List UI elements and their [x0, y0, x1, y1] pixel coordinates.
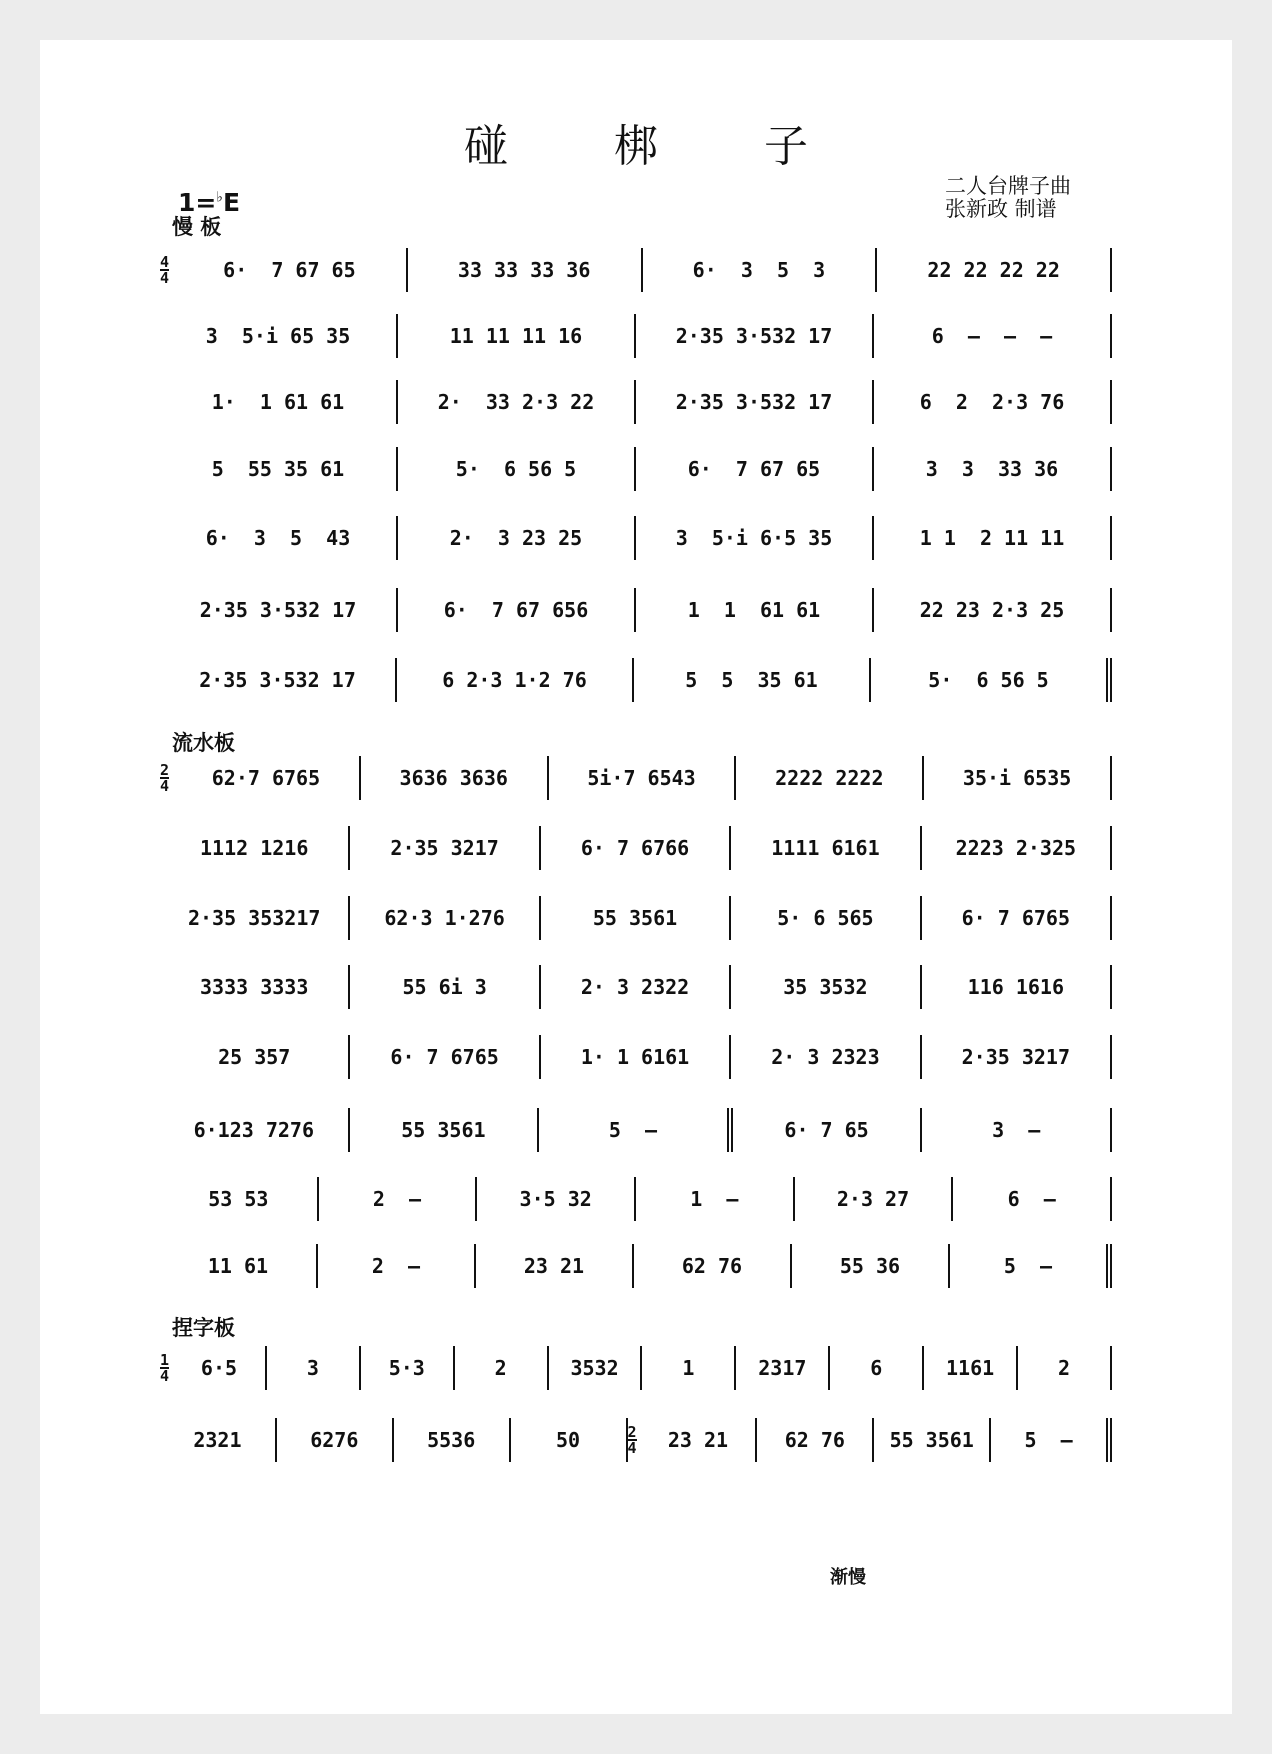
measure: 2· 33 2·3 22 — [398, 380, 636, 424]
measure: 23 21 — [641, 1418, 758, 1462]
measure: 6· 7 6765 — [922, 896, 1112, 940]
measure: 35·i 6535 — [924, 756, 1112, 800]
measure: 62·7 6765 — [173, 756, 361, 800]
measure: 35 3532 — [731, 965, 921, 1009]
measure: 6 — [830, 1346, 924, 1390]
tempo-mark: 渐慢 — [830, 1567, 866, 1588]
measure: 25 357 — [160, 1035, 350, 1079]
measure: 6·5 — [173, 1346, 267, 1390]
measure: 22 22 22 22 — [877, 248, 1112, 292]
measure: 11 61 — [160, 1244, 318, 1288]
score-row — [160, 1108, 1112, 1152]
measure: 1112 1216 — [160, 826, 350, 870]
measure: 2· 3 23 25 — [398, 516, 636, 560]
measure: 2·35 3·532 17 — [636, 314, 874, 358]
measure: 116 1616 — [922, 965, 1112, 1009]
measure: 6· 3 5 43 — [160, 516, 398, 560]
section-label-1: 慢 板 — [172, 215, 222, 239]
measure: 5·3 — [361, 1346, 455, 1390]
measure: 55 3561 — [874, 1418, 991, 1462]
measure: 33 33 33 36 — [408, 248, 643, 292]
measure: 1· 1 61 61 — [160, 380, 398, 424]
measure: 5· 6 56 5 — [871, 658, 1112, 702]
measure: 2 – — [319, 1177, 478, 1221]
measure: 55 36 — [792, 1244, 950, 1288]
score-row — [160, 1177, 1112, 1221]
measure: 6· 7 67 656 — [398, 588, 636, 632]
score-row — [160, 756, 1112, 800]
time-signature: 1 4 — [160, 1351, 170, 1385]
measure: 62 76 — [757, 1418, 874, 1462]
score-row — [160, 1244, 1112, 1288]
measure: 2·35 3217 — [350, 826, 540, 870]
measure: 22 23 2·3 25 — [874, 588, 1112, 632]
measure: 1 – — [636, 1177, 795, 1221]
credit-arranger: 张新政 制谱 — [945, 197, 1057, 221]
measure: 2·35 3·532 17 — [160, 588, 398, 632]
score-row — [160, 1418, 1112, 1462]
measure: 6· 7 67 65 — [173, 248, 408, 292]
measure: 3 5·i 6·5 35 — [636, 516, 874, 560]
measure: 5· 6 56 5 — [398, 447, 636, 491]
measure: 1 — [642, 1346, 736, 1390]
measure: 6· 7 6766 — [541, 826, 731, 870]
score-row — [160, 314, 1112, 358]
measure: 3 3 33 36 — [874, 447, 1112, 491]
measure: 2· 3 2323 — [731, 1035, 921, 1079]
measure: 1· 1 6161 — [541, 1035, 731, 1079]
time-signature: 2 4 — [627, 1423, 637, 1457]
measure: 50 — [511, 1418, 628, 1462]
score-row — [160, 1346, 1112, 1390]
measure: 11 11 11 16 — [398, 314, 636, 358]
measure: 6 2 2·3 76 — [874, 380, 1112, 424]
measure: 2222 2222 — [736, 756, 924, 800]
measure: 6· 7 65 — [733, 1108, 923, 1152]
measure: 55 6i 3 — [350, 965, 540, 1009]
measure: 6276 — [277, 1418, 394, 1462]
measure: 62 76 — [634, 1244, 792, 1288]
measure: 3 5·i 65 35 — [160, 314, 398, 358]
measure: 2·35 3·532 17 — [160, 658, 397, 702]
score-row — [160, 248, 1112, 292]
measure: 55 3561 — [350, 1108, 540, 1152]
measure: 23 21 — [476, 1244, 634, 1288]
measure: 6 – – – — [874, 314, 1112, 358]
credit-source: 二人台牌子曲 — [945, 174, 1071, 198]
score-row — [160, 516, 1112, 560]
score-row — [160, 896, 1112, 940]
measure: 2·35 3·532 17 — [636, 380, 874, 424]
measure: 5 – — [539, 1108, 733, 1152]
measure: 6 – — [953, 1177, 1112, 1221]
measure: 3636 3636 — [361, 756, 549, 800]
measure: 3 — [267, 1346, 361, 1390]
measure: 6· 3 5 3 — [643, 248, 878, 292]
measure: 3333 3333 — [160, 965, 350, 1009]
measure: 55 3561 — [541, 896, 731, 940]
measure: 5 – — [991, 1418, 1112, 1462]
measure: 2321 — [160, 1418, 277, 1462]
score-row — [160, 658, 1112, 702]
measure: 2·3 27 — [795, 1177, 954, 1221]
measure: 5 55 35 61 — [160, 447, 398, 491]
section-label-2: 流水板 — [172, 731, 235, 755]
measure: 2223 2·325 — [922, 826, 1112, 870]
measure: 1 1 61 61 — [636, 588, 874, 632]
flat-sign: ♭ — [216, 189, 223, 206]
key-signature: 1=♭E — [178, 188, 241, 217]
measure: 3 – — [922, 1108, 1112, 1152]
score-row — [160, 447, 1112, 491]
score-row — [160, 1035, 1112, 1079]
measure: 1111 6161 — [731, 826, 921, 870]
measure: 5i·7 6543 — [549, 756, 737, 800]
measure: 6· 7 6765 — [350, 1035, 540, 1079]
measure: 2·35 3217 — [922, 1035, 1112, 1079]
measure: 5536 — [394, 1418, 511, 1462]
score-title: 碰 梆 子 — [464, 121, 854, 172]
measure: 2 – — [318, 1244, 476, 1288]
measure: 62·3 1·276 — [350, 896, 540, 940]
score-row — [160, 588, 1112, 632]
measure: 6·123 7276 — [160, 1108, 350, 1152]
section-label-3: 捏字板 — [172, 1316, 235, 1340]
measure: 6· 7 67 65 — [636, 447, 874, 491]
measure: 2· 3 2322 — [541, 965, 731, 1009]
time-signature: 2 4 — [160, 761, 170, 795]
measure: 2·35 353217 — [160, 896, 350, 940]
measure: 53 53 — [160, 1177, 319, 1221]
measure: 2317 — [736, 1346, 830, 1390]
measure: 5 – — [950, 1244, 1112, 1288]
measure: 2 — [1018, 1346, 1112, 1390]
measure: 5 5 35 61 — [634, 658, 871, 702]
score-row — [160, 965, 1112, 1009]
score-row — [160, 826, 1112, 870]
measure: 1 1 2 11 11 — [874, 516, 1112, 560]
measure: 5· 6 565 — [731, 896, 921, 940]
score-row — [160, 380, 1112, 424]
measure: 6 2·3 1·2 76 — [397, 658, 634, 702]
measure: 3532 — [549, 1346, 643, 1390]
time-signature: 4 4 — [160, 253, 170, 287]
measure: 3·5 32 — [477, 1177, 636, 1221]
measure: 2 — [455, 1346, 549, 1390]
measure: 1161 — [924, 1346, 1018, 1390]
